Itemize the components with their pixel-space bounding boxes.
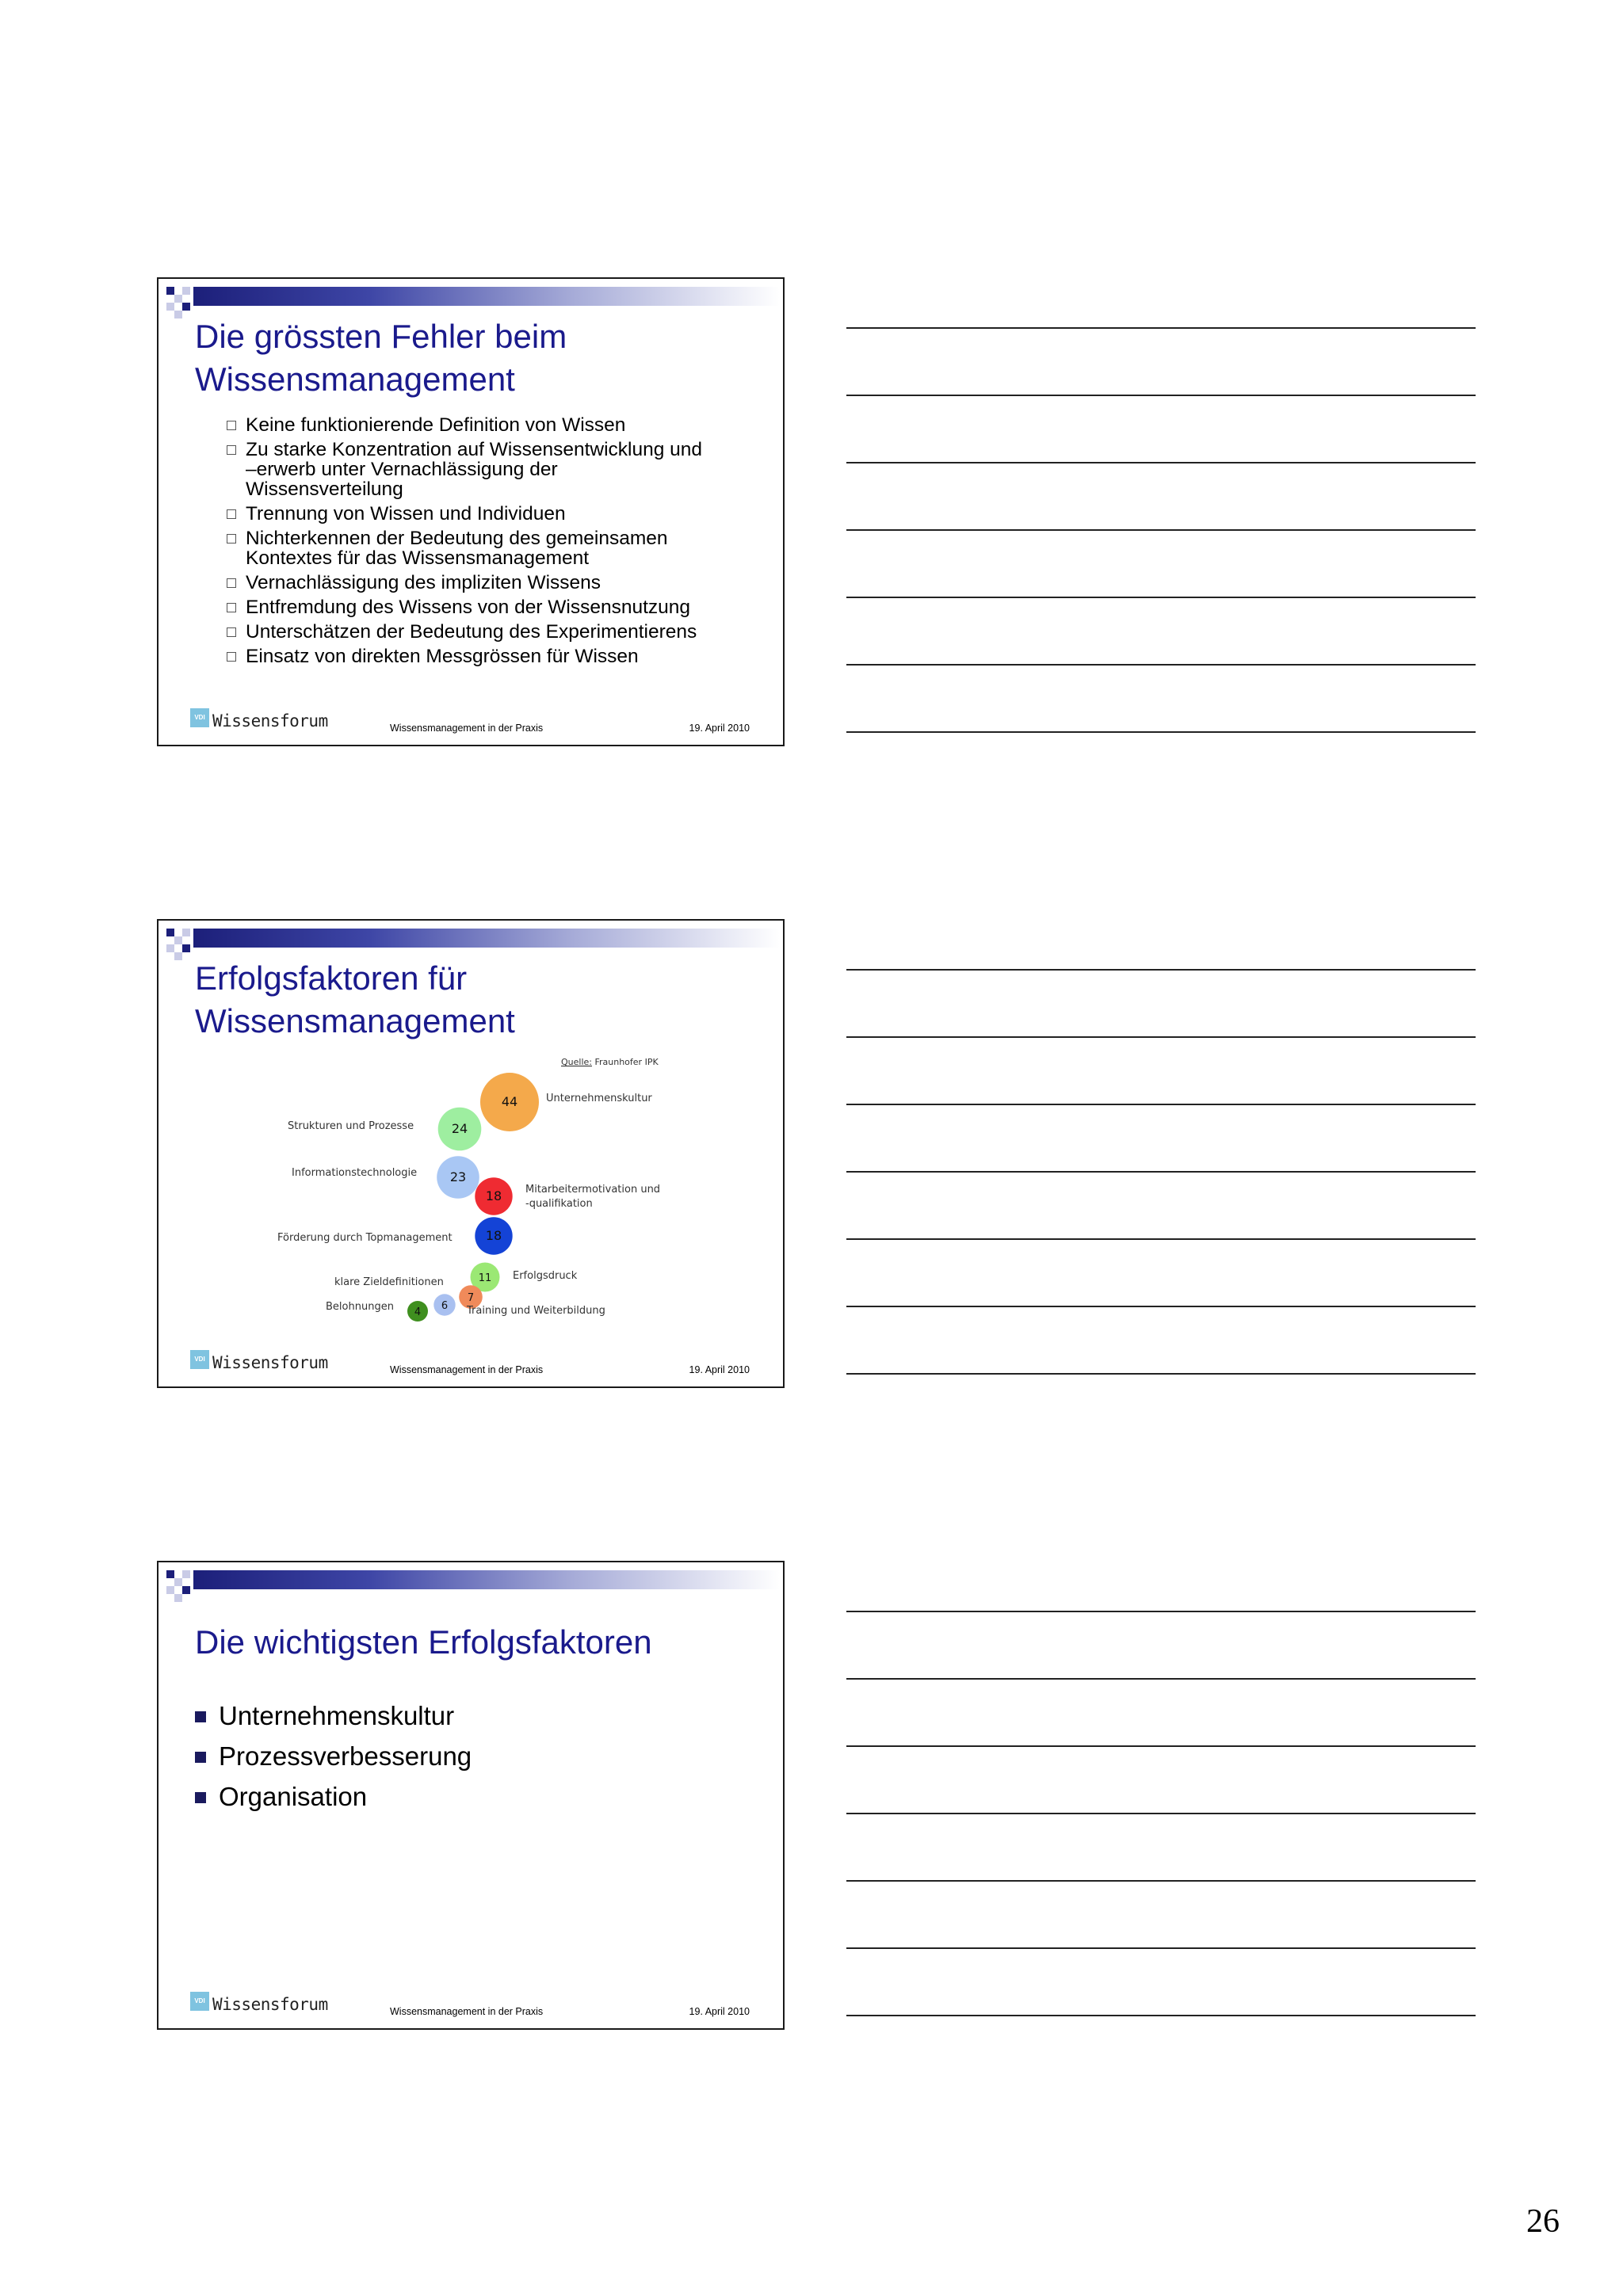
slide-title: Die grössten Fehler beim Wissensmanagement xyxy=(195,318,567,398)
footer-date: 19. April 2010 xyxy=(689,2006,750,2017)
bubble-value-label: 23 xyxy=(449,1169,467,1184)
list-item: Entfremdung des Wissens von der Wissensnutzung xyxy=(227,597,766,617)
footer-title: Wissensmanagement in der Praxis xyxy=(390,723,544,734)
note-line xyxy=(846,1611,1476,1612)
chart-label-zieldefinitionen: klare Zieldefinitionen xyxy=(334,1276,444,1288)
checkbox-bullet-icon xyxy=(227,534,236,543)
note-line xyxy=(846,2015,1476,2016)
checkbox-bullet-icon xyxy=(227,578,236,588)
error-list xyxy=(227,415,766,671)
note-line xyxy=(846,1813,1476,1814)
list-item: Einsatz von direkten Messgrössen für Wissen xyxy=(227,646,766,666)
bubble-value-label: 18 xyxy=(485,1228,502,1243)
bubble-value-label: 6 xyxy=(441,1300,449,1312)
bubble-value-label: 44 xyxy=(501,1094,518,1109)
note-line xyxy=(846,1238,1476,1240)
slide-2: Erfolgsfaktoren für Wissensmanagement Quelle: Fraunhofer IPK 44 24 23 18 18 11 7 6 4 Unternehmenskultur Strukturen und Prozesse Informationstechnologie Mitarbeitermotivation und -qualifikation Förderung durch Topmanagement Erfolgsdruck klare Zieldefinitionen Training und Weiterbildung Belohnungen VDI Wissensforum Wissensmanagement in der Praxis 19. April 2010 xyxy=(157,919,785,1388)
chart-label-unternehmenskultur: Unternehmenskultur xyxy=(546,1093,652,1104)
footer-title: Wissensmanagement in der Praxis xyxy=(390,2006,544,2017)
note-line xyxy=(846,597,1476,598)
square-bullet-icon xyxy=(195,1711,206,1722)
vdi-logo-icon: VDI xyxy=(190,1992,209,2011)
checkbox-bullet-icon xyxy=(227,603,236,612)
list-item: Keine funktionierende Definition von Wissen xyxy=(227,415,766,435)
note-line xyxy=(846,1678,1476,1680)
slide-title: Die wichtigsten Erfolgsfaktoren xyxy=(195,1623,652,1661)
vdi-logo-icon: VDI xyxy=(190,708,209,727)
title-gradient-bar xyxy=(193,287,780,306)
note-line xyxy=(846,1036,1476,1038)
note-line xyxy=(846,664,1476,666)
note-line xyxy=(846,529,1476,531)
list-item: Organisation xyxy=(195,1781,472,1813)
bubble-value-label: 18 xyxy=(485,1188,502,1203)
bubble-chart xyxy=(158,921,785,1388)
slide-decoration xyxy=(166,287,197,317)
bubble-value-label: 4 xyxy=(414,1306,422,1318)
chart-label-qualifikation: -qualifikation xyxy=(525,1198,593,1210)
chart-label-erfolgsdruck: Erfolgsdruck xyxy=(513,1270,578,1282)
square-bullet-icon xyxy=(195,1752,206,1763)
vdi-logo-icon: VDI xyxy=(190,1350,209,1369)
note-line xyxy=(846,327,1476,329)
checkbox-bullet-icon xyxy=(227,421,236,430)
chart-source: Quelle: Fraunhofer IPK xyxy=(561,1057,659,1067)
slide-title: Erfolgsfaktoren für Wissensmanagement xyxy=(195,959,515,1039)
note-line xyxy=(846,1104,1476,1105)
title-gradient-bar xyxy=(193,1570,780,1589)
list-item: Zu starke Konzentration auf Wissensentwicklung und –erwerb unter Vernachlässigung der Wissensverteilung xyxy=(227,440,766,499)
note-line xyxy=(846,462,1476,463)
note-line xyxy=(846,1880,1476,1882)
chart-label-mitarbeitermotivation: Mitarbeitermotivation und xyxy=(525,1184,661,1196)
chart-label-informationstechnologie: Informationstechnologie xyxy=(292,1167,418,1179)
checkbox-bullet-icon xyxy=(227,627,236,637)
chart-label-strukturen: Strukturen und Prozesse xyxy=(288,1120,414,1132)
bubble-value-label: 7 xyxy=(467,1292,475,1304)
footer-date: 19. April 2010 xyxy=(689,723,750,734)
slide-1: Die grössten Fehler beim Wissensmanagement Keine funktionierende Definition von Wissen Zu starke Konzentration auf Wissensentwicklung und –erwerb unter Vernachlässigung der Wissensverteilung Trennung von Wissen und Individuen Nichterkennen der Bedeutung des gemeinsamen Kontextes für das Wissensmanagement Vernachlässigung des impliziten Wissens Entfremdung des Wissens von der Wissensnutzung Unterschätzen der Bedeutung des Experimentierens Einsatz von direkten Messgrössen für Wissen VDI Wissensforum Wissensmanagement in der Praxis 19. April 2010 xyxy=(157,277,785,746)
checkbox-bullet-icon xyxy=(227,445,236,455)
note-line xyxy=(846,395,1476,396)
note-line xyxy=(846,969,1476,971)
bubble-value-label: 24 xyxy=(451,1121,468,1136)
list-item: Unterschätzen der Bedeutung des Experimentierens xyxy=(227,622,766,642)
footer-title: Wissensmanagement in der Praxis xyxy=(390,1364,544,1375)
chart-label-training: Training und Weiterbildung xyxy=(467,1305,605,1317)
note-line xyxy=(846,1947,1476,1949)
page-number: 26 xyxy=(1526,2203,1560,2240)
slide-3: Die wichtigsten Erfolgsfaktoren Unternehmenskultur Prozessverbesserung Organisation VDI Wissensforum Wissensmanagement in der Praxis 19. April 2010 xyxy=(157,1561,785,2030)
list-item: Trennung von Wissen und Individuen xyxy=(227,504,766,524)
note-line xyxy=(846,731,1476,733)
success-factor-list xyxy=(195,1700,472,1821)
note-line xyxy=(846,1306,1476,1307)
slide-decoration xyxy=(166,1570,197,1600)
footer-date: 19. April 2010 xyxy=(689,1364,750,1375)
bubble-value-label: 11 xyxy=(478,1272,492,1284)
checkbox-bullet-icon xyxy=(227,509,236,519)
list-item: Unternehmenskultur xyxy=(195,1700,472,1732)
square-bullet-icon xyxy=(195,1792,206,1803)
list-item: Prozessverbesserung xyxy=(195,1741,472,1772)
note-line xyxy=(846,1745,1476,1747)
list-item: Vernachlässigung des impliziten Wissens xyxy=(227,573,766,593)
checkbox-bullet-icon xyxy=(227,652,236,662)
list-item: Nichterkennen der Bedeutung des gemeinsamen Kontextes für das Wissensmanagement xyxy=(227,528,766,568)
note-line xyxy=(846,1171,1476,1173)
chart-label-belohnungen: Belohnungen xyxy=(326,1301,394,1313)
note-line xyxy=(846,1373,1476,1375)
chart-label-topmanagement: Förderung durch Topmanagement xyxy=(277,1232,453,1244)
